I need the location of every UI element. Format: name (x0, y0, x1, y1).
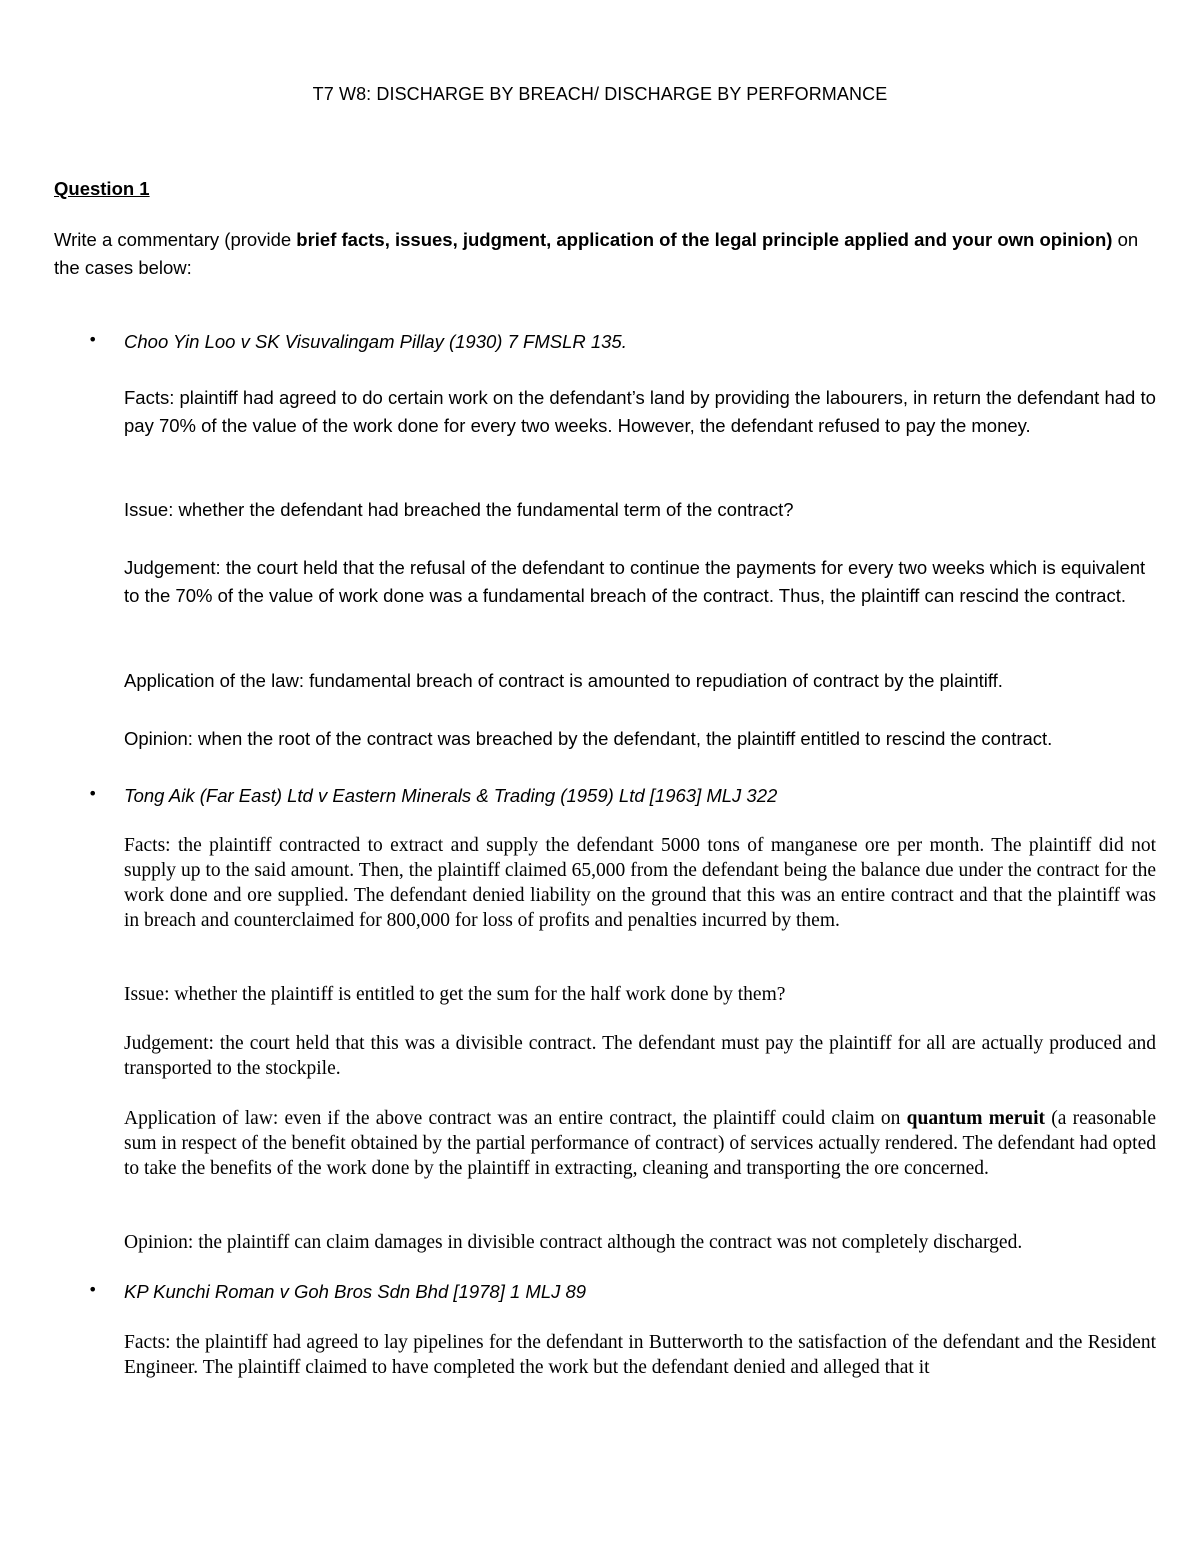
case-1-application: Application of the law: fundamental breach of contract is amounted to repudiation of contract by the plaintiff. (124, 670, 1003, 691)
case-2-application-prefix: Application of law: even if the above contract was an entire contract, the plaintiff could claim on (124, 1108, 907, 1129)
case-2-facts: Facts: the plaintiff contracted to extract and supply the defendant 5000 tons of manganese ore per month. The plaintiff did not supply up to the said amount. Then, the plaintiff claimed 65,000 from the defendant being the balance due under the contract for the work done and ore supplied. The defendant denied liability on the ground that this was an entire contract and that the plaintiff was in breach and counterclaimed for 800,000 for loss of profits and penalties incurred by them. (124, 835, 1156, 931)
case-1-judgement: Judgement: the court held that the refusal of the defendant to continue the payments for every two weeks which is equivalent to the 70% of the value of work done was a fundamental breach of the contract. Thus, the plaintiff can rescind the contract. (124, 557, 1146, 606)
case-2-judgement: Judgement: the court held that this was a divisible contract. The defendant must pay the plaintiff for all are actually produced and transported to the stockpile. (124, 1033, 1156, 1079)
case-1-issue: Issue: whether the defendant had breached the fundamental term of the contract? (124, 499, 794, 520)
case-2-application-suffix: (a reasonable sum in respect of the benefit obtained by the partial performance of contract) of services actually rendered. The defendant had opted to take the benefits of the work done by the plaintiff in extracting, cleaning and transporting the ore concerned. (124, 1108, 1156, 1179)
question-heading: Question 1 (54, 178, 150, 199)
bullet-icon: • (88, 1280, 98, 1299)
case-3-facts: Facts: the plaintiff had agreed to lay pipelines for the defendant in Butterworth to the satisfaction of the defendant and the Resident Engineer. The plaintiff claimed to have completed the work but the defendant denied and alleged that it (124, 1332, 1156, 1378)
case-1-facts: Facts: plaintiff had agreed to do certain work on the defendant’s land by providing the labourers, in return the defendant had to pay 70% of the value of the work done for every two weeks. However, the defendant refused to pay the money. (124, 387, 1156, 436)
bullet-icon: • (88, 330, 98, 349)
case-2-application-bold: quantum meruit (906, 1108, 1046, 1129)
case-1-opinion: Opinion: when the root of the contract was breached by the defendant, the plaintiff entitled to rescind the contract. (124, 728, 1053, 749)
instruction-prefix: Write a commentary (provide (54, 229, 297, 250)
instruction-suffix: on the cases below: (54, 229, 1139, 278)
case-2-name: Tong Aik (Far East) Ltd v Eastern Minerals & Trading (1959) Ltd [1963] MLJ 322 (124, 785, 778, 806)
case-2-issue: Issue: whether the plaintiff is entitled to get the sum for the half work done by them? (124, 984, 786, 1005)
case-2-application (124, 1106, 1156, 1181)
case-3-name: KP Kunchi Roman v Goh Bros Sdn Bhd [1978] 1 MLJ 89 (124, 1281, 587, 1302)
document-title: T7 W8: DISCHARGE BY BREACH/ DISCHARGE BY PERFORMANCE (312, 84, 888, 104)
bullet-icon: • (88, 784, 98, 803)
instruction-text (54, 226, 1154, 282)
case-1-name: Choo Yin Loo v SK Visuvalingam Pillay (1930) 7 FMSLR 135. (124, 331, 627, 352)
instruction-bold: brief facts, issues, judgment, application of the legal principle applied and your own opinion) (296, 229, 1113, 250)
case-2-opinion: Opinion: the plaintiff can claim damages in divisible contract although the contract was not completely discharged. (124, 1232, 1023, 1253)
